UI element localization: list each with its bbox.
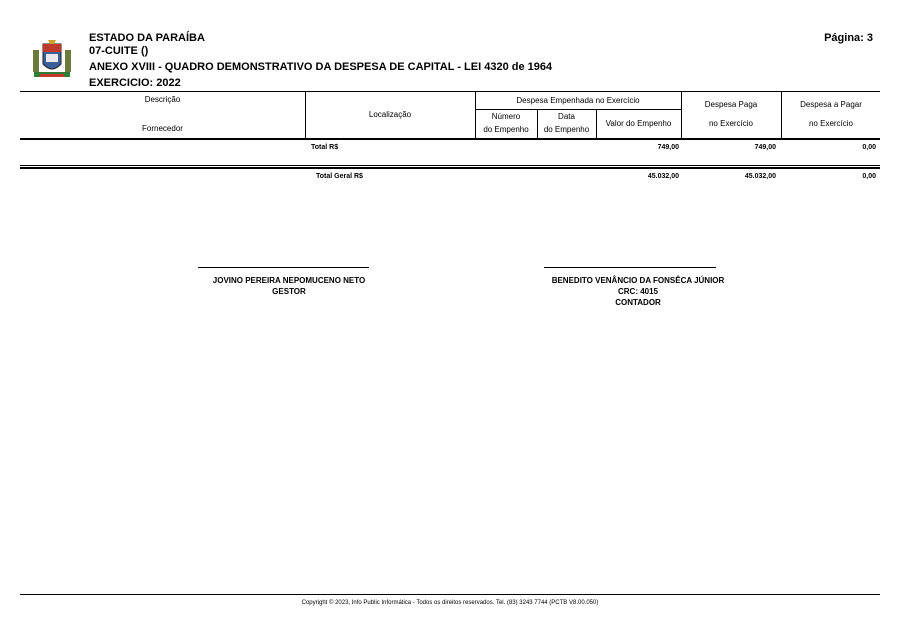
col-paga: Despesa Paga	[704, 100, 758, 109]
col-descricao: Descrição	[144, 95, 181, 104]
total-label: Total R$	[311, 144, 339, 151]
table-top-line	[20, 91, 880, 92]
copyright: Copyright © 2023, Info Public Informática - Todos os direitos reservados. Tel. (83) 3243 7744 (PCTB V8.00.050)	[301, 600, 599, 606]
table-header-bottom	[20, 138, 880, 140]
signature-line-gestor	[198, 267, 369, 268]
total-geral-valor: 45.032,00	[647, 173, 679, 180]
total-valor: 749,00	[657, 144, 679, 151]
col-pagar-sub: no Exercício	[808, 119, 854, 128]
contador-name: BENEDITO VENÂNCIO DA FONSÊCA JÚNIOR	[551, 276, 725, 285]
col-numero-sub: do Empenho	[483, 125, 529, 134]
total-paga: 749,00	[754, 144, 776, 151]
col-data-sub: do Empenho	[543, 125, 590, 134]
state-title: ESTADO DA PARAÍBA	[89, 32, 205, 44]
total-geral-pagar: 0,00	[862, 173, 876, 180]
col-numero: Número	[491, 112, 521, 121]
fiscal-year: EXERCICIO: 2022	[89, 77, 181, 89]
empenhada-subline	[475, 109, 681, 110]
col-data: Data	[558, 112, 575, 121]
total-divider-thick	[20, 167, 880, 169]
total-geral-paga: 45.032,00	[744, 173, 776, 180]
col-pagar: Despesa a Pagar	[800, 100, 862, 109]
col-valor: Valor do Empenho	[605, 119, 672, 128]
total-pagar: 0,00	[862, 144, 876, 151]
col-fornecedor: Fornecedor	[142, 124, 183, 133]
coat-of-arms-icon	[30, 38, 74, 80]
col-divider	[681, 91, 682, 138]
signature-line-contador	[544, 267, 716, 268]
col-localizacao: Localização	[368, 110, 412, 119]
report-title: ANEXO XVIII - QUADRO DEMONSTRATIVO DA DESPESA DE CAPITAL - LEI 4320 de 1964	[89, 61, 553, 73]
gestor-name: JOVINO PEREIRA NEPOMUCENO NETO	[212, 276, 366, 285]
entity-title: 07-CUITE ()	[89, 45, 149, 57]
contador-role: CONTADOR	[615, 298, 661, 307]
total-divider	[20, 165, 880, 166]
col-paga-sub: no Exercício	[708, 119, 754, 128]
total-geral-label: Total Geral R$	[316, 173, 363, 180]
gestor-role: GESTOR	[272, 287, 306, 296]
col-divider	[781, 91, 782, 138]
page-number: Página: 3	[824, 32, 873, 44]
footer-line	[20, 594, 880, 595]
contador-crc: CRC: 4015	[617, 287, 658, 296]
col-empenhada: Despesa Empenhada no Exercício	[516, 96, 640, 105]
